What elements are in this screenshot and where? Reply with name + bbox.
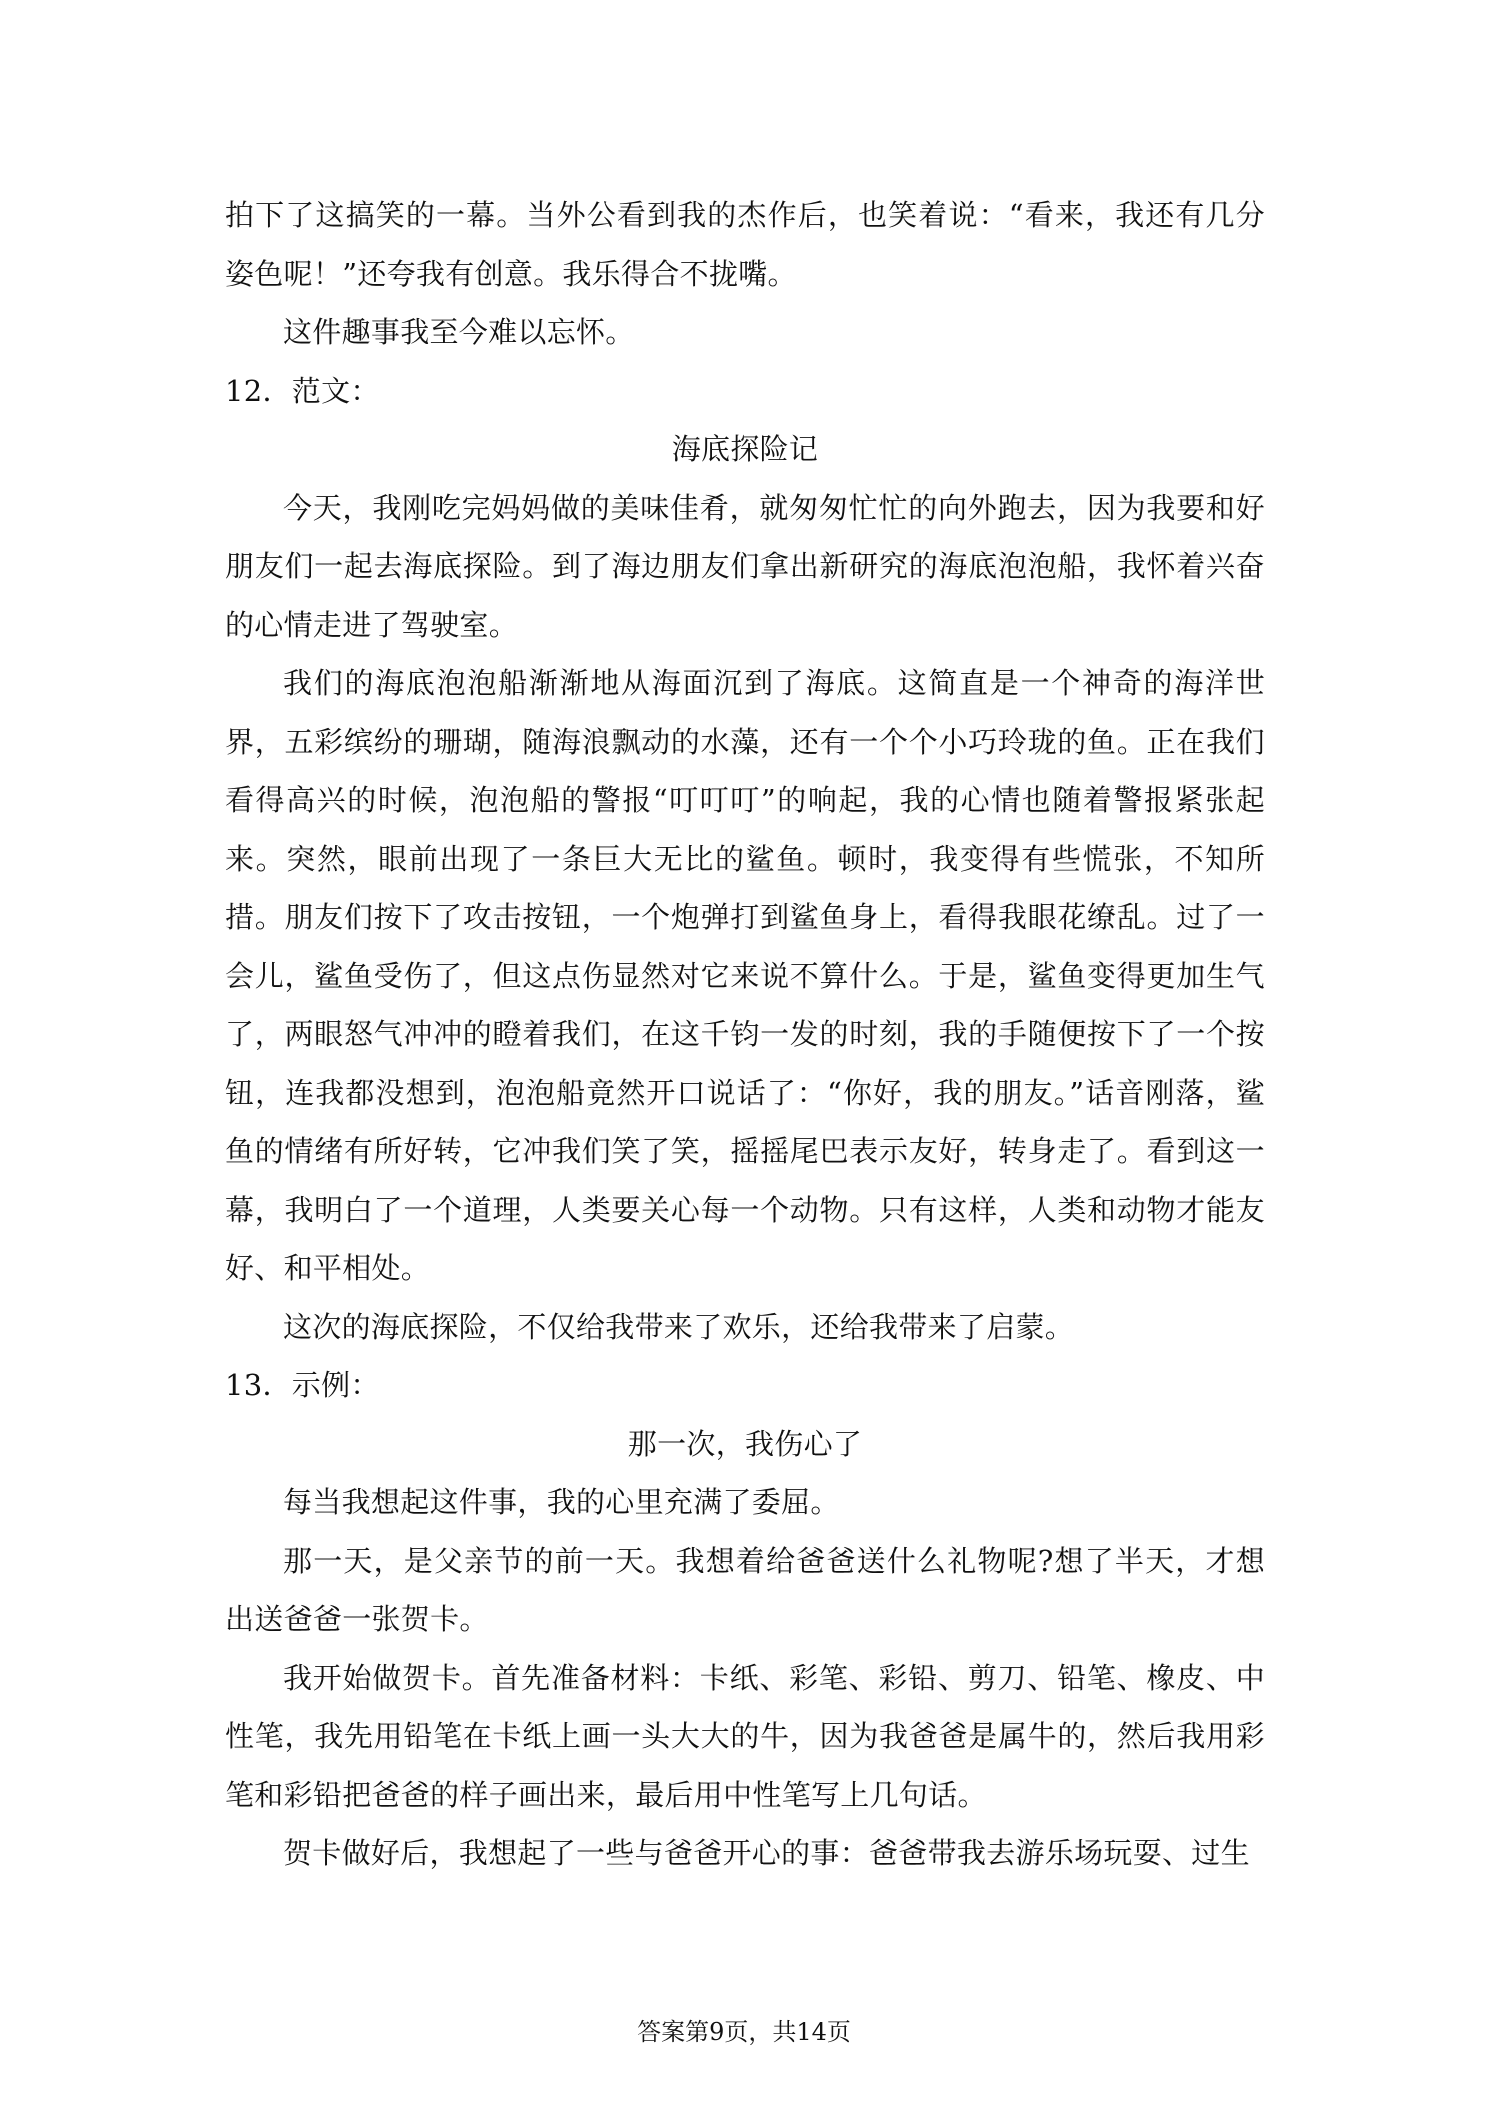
paragraph: 每当我想起这件事，我的心里充满了委屈。 <box>283 1485 840 1519</box>
question-label-13: 13．示例： <box>225 1368 380 1402</box>
question-label-12: 12．范文： <box>225 373 380 408</box>
paragraph: 今天，我刚吃完妈妈做的美味佳肴，就匆匆忙忙的向外跑去，因为我要和好朋友们一起去海底探险。到了海边朋友们拿出新研究的海底泡泡船，我怀着兴奋的心情走进了驾驶室。 <box>225 490 1265 642</box>
document-body <box>225 186 1265 1883</box>
essay-title: 海底探险记 <box>671 432 819 466</box>
paragraph: 贺卡做好后，我想起了一些与爸爸开心的事：爸爸带我去游乐场玩耍、过生 <box>283 1836 1250 1870</box>
paragraph: 这次的海底探险，不仅给我带来了欢乐，还给我带来了启蒙。 <box>283 1309 1075 1344</box>
paragraph-continued: 拍下了这搞笑的一幕。当外公看到我的杰作后，也笑着说：“看来，我还有几分姿色呢！”还夸我有创意。我乐得合不拢嘴。 <box>225 198 1265 291</box>
paragraph: 我们的海底泡泡船渐渐地从海面沉到了海底。这简直是一个神奇的海洋世界，五彩缤纷的珊瑚，随海浪飘动的水藻，还有一个个小巧玲珑的鱼。正在我们看得高兴的时候，泡泡船的警报“叮叮叮”的响起，我的心情也随着警报紧张起来。突然，眼前出现了一条巨大无比的鲨鱼。顿时，我变得有些慌张，不知所措。朋友们按下了攻击按钮，一个炮弹打到鲨鱼身上，看得我眼花缭乱。过了一会儿，鲨鱼受伤了，但这点伤显然对它来说不算什么。于是，鲨鱼变得更加生气了，两眼怒气冲冲的瞪着我们，在这千钧一发的时刻，我的手随便按下了一个按钮，连我都没想到，泡泡船竟然开口说话了：“你好，我的朋友。”话音刚落，鲨鱼的情绪有所好转，它冲我们笑了笑，摇摇尾巴表示友好，转身走了。看到这一幕，我明白了一个道理，人类要关心每一个动物。只有这样，人类和动物才能友好、和平相处。 <box>225 666 1265 1285</box>
paragraph: 我开始做贺卡。首先准备材料：卡纸、彩笔、彩铅、剪刀、铅笔、橡皮、中性笔，我先用铅笔在卡纸上画一头大大的牛，因为我爸爸是属牛的，然后我用彩笔和彩铅把爸爸的样子画出来，最后用中性笔写上几句话。 <box>225 1660 1265 1812</box>
page-footer: 答案第9页，共14页 <box>637 2018 851 2046</box>
essay-title: 那一次，我伤心了 <box>627 1426 863 1461</box>
paragraph: 那一天，是父亲节的前一天。我想着给爸爸送什么礼物呢?想了半天，才想出送爸爸一张贺卡。 <box>225 1543 1265 1636</box>
paragraph: 这件趣事我至今难以忘怀。 <box>283 315 635 349</box>
